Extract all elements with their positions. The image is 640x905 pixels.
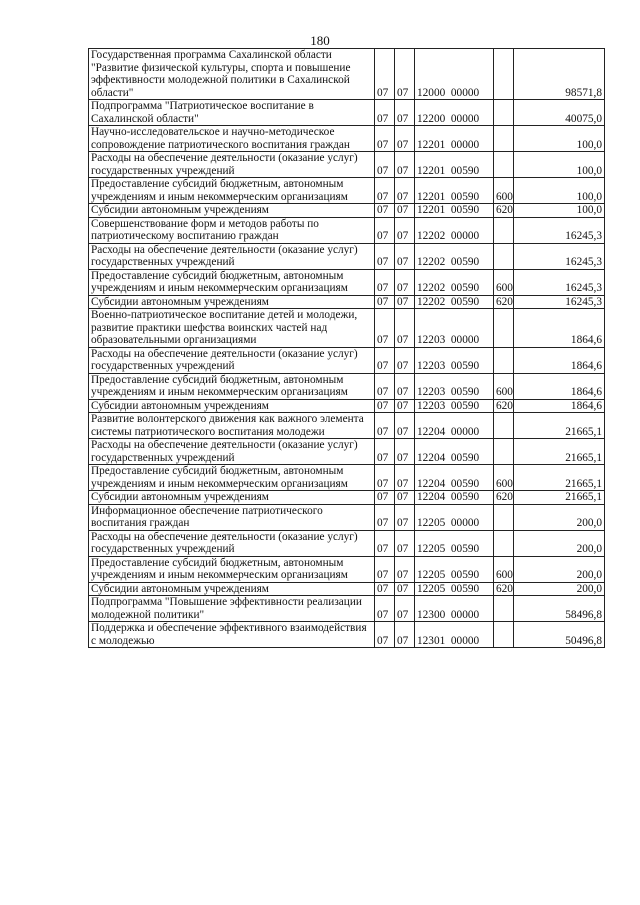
row-name-cell: Субсидии автономным учреждениям (89, 399, 375, 413)
row-section-code-cell: 07 (375, 309, 395, 348)
row-section-code-cell: 07 (375, 373, 395, 399)
row-subsection-code-cell: 07 (395, 439, 415, 465)
row-amount-cell: 16245,3 (514, 295, 605, 309)
row-name-cell: Субсидии автономным учреждениям (89, 491, 375, 505)
row-subsection-code-cell: 07 (395, 347, 415, 373)
table-row (89, 49, 605, 100)
table-row (89, 204, 605, 218)
row-name-cell: Совершенствование форм и методов работы по патриотическому воспитанию граждан (89, 217, 375, 243)
row-amount-cell: 1864,6 (514, 309, 605, 348)
row-amount-cell: 16245,3 (514, 269, 605, 295)
row-target-article-cell: 12205 00590 (415, 530, 494, 556)
row-subsection-code-cell: 07 (395, 491, 415, 505)
row-subsection-code-cell: 07 (395, 126, 415, 152)
row-section-code-cell: 07 (375, 491, 395, 505)
row-target-article-cell: 12203 00590 (415, 373, 494, 399)
table-row (89, 373, 605, 399)
row-target-article-cell: 12203 00590 (415, 399, 494, 413)
row-amount-cell: 50496,8 (514, 622, 605, 648)
row-amount-cell: 58496,8 (514, 596, 605, 622)
row-name-cell: Подпрограмма "Патриотическое воспитание в Сахалинской области" (89, 100, 375, 126)
row-section-code-cell: 07 (375, 295, 395, 309)
row-amount-cell: 200,0 (514, 530, 605, 556)
row-subsection-code-cell: 07 (395, 530, 415, 556)
row-subsection-code-cell: 07 (395, 269, 415, 295)
table-row (89, 126, 605, 152)
row-expense-type-cell: 600 (494, 556, 514, 582)
row-amount-cell: 1864,6 (514, 399, 605, 413)
row-name-cell: Военно-патриотическое воспитание детей и молодежи, развитие практики шефства воинских частей над образовательными организациями (89, 309, 375, 348)
table-row (89, 399, 605, 413)
row-amount-cell: 98571,8 (514, 49, 605, 100)
row-section-code-cell: 07 (375, 439, 395, 465)
row-subsection-code-cell: 07 (395, 100, 415, 126)
row-section-code-cell: 07 (375, 413, 395, 439)
row-section-code-cell: 07 (375, 504, 395, 530)
row-subsection-code-cell: 07 (395, 178, 415, 204)
row-name-cell: Расходы на обеспечение деятельности (оказание услуг) государственных учреждений (89, 530, 375, 556)
row-expense-type-cell (494, 439, 514, 465)
row-subsection-code-cell: 07 (395, 504, 415, 530)
row-section-code-cell: 07 (375, 126, 395, 152)
table-row (89, 100, 605, 126)
row-target-article-cell: 12201 00000 (415, 126, 494, 152)
row-target-article-cell: 12000 00000 (415, 49, 494, 100)
row-subsection-code-cell: 07 (395, 152, 415, 178)
row-target-article-cell: 12301 00000 (415, 622, 494, 648)
row-expense-type-cell (494, 413, 514, 439)
row-name-cell: Субсидии автономным учреждениям (89, 204, 375, 218)
row-name-cell: Поддержка и обеспечение эффективного взаимодействия с молодежью (89, 622, 375, 648)
row-amount-cell: 40075,0 (514, 100, 605, 126)
row-target-article-cell: 12202 00590 (415, 295, 494, 309)
row-amount-cell: 200,0 (514, 556, 605, 582)
row-amount-cell: 21665,1 (514, 465, 605, 491)
table-row (89, 556, 605, 582)
row-expense-type-cell: 600 (494, 269, 514, 295)
row-target-article-cell: 12201 00590 (415, 152, 494, 178)
row-section-code-cell: 07 (375, 217, 395, 243)
table-row (89, 465, 605, 491)
row-name-cell: Предоставление субсидий бюджетным, автономным учреждениям и иным некоммерческим организациям (89, 373, 375, 399)
row-subsection-code-cell: 07 (395, 373, 415, 399)
row-amount-cell: 21665,1 (514, 413, 605, 439)
table-row (89, 530, 605, 556)
row-expense-type-cell: 600 (494, 178, 514, 204)
row-amount-cell: 1864,6 (514, 373, 605, 399)
row-amount-cell: 200,0 (514, 582, 605, 596)
row-expense-type-cell: 600 (494, 465, 514, 491)
row-name-cell: Предоставление субсидий бюджетным, автономным учреждениям и иным некоммерческим организациям (89, 465, 375, 491)
row-target-article-cell: 12300 00000 (415, 596, 494, 622)
row-section-code-cell: 07 (375, 399, 395, 413)
table-row (89, 269, 605, 295)
row-name-cell: Государственная программа Сахалинской области "Развитие физической культуры, спорта и повышение эффективности молодежной политики в Сахалинской области" (89, 49, 375, 100)
table-row (89, 309, 605, 348)
row-amount-cell: 100,0 (514, 152, 605, 178)
row-amount-cell: 100,0 (514, 178, 605, 204)
row-name-cell: Предоставление субсидий бюджетным, автономным учреждениям и иным некоммерческим организациям (89, 556, 375, 582)
row-target-article-cell: 12201 00590 (415, 178, 494, 204)
row-section-code-cell: 07 (375, 100, 395, 126)
table-row (89, 596, 605, 622)
row-target-article-cell: 12203 00590 (415, 347, 494, 373)
row-expense-type-cell (494, 622, 514, 648)
row-expense-type-cell (494, 596, 514, 622)
row-section-code-cell: 07 (375, 582, 395, 596)
row-subsection-code-cell: 07 (395, 465, 415, 491)
row-subsection-code-cell: 07 (395, 556, 415, 582)
row-subsection-code-cell: 07 (395, 204, 415, 218)
table-row (89, 439, 605, 465)
row-name-cell: Субсидии автономным учреждениям (89, 582, 375, 596)
row-subsection-code-cell: 07 (395, 217, 415, 243)
table-row (89, 491, 605, 505)
row-expense-type-cell (494, 530, 514, 556)
row-expense-type-cell (494, 504, 514, 530)
row-name-cell: Информационное обеспечение патриотического воспитания граждан (89, 504, 375, 530)
row-expense-type-cell: 620 (494, 204, 514, 218)
row-amount-cell: 100,0 (514, 204, 605, 218)
table-row (89, 582, 605, 596)
row-amount-cell: 100,0 (514, 126, 605, 152)
row-target-article-cell: 12205 00590 (415, 556, 494, 582)
row-subsection-code-cell: 07 (395, 596, 415, 622)
row-section-code-cell: 07 (375, 178, 395, 204)
row-name-cell: Научно-исследовательское и научно-методическое сопровождение патриотического воспитания граждан (89, 126, 375, 152)
table-row (89, 152, 605, 178)
row-section-code-cell: 07 (375, 243, 395, 269)
row-expense-type-cell (494, 217, 514, 243)
row-name-cell: Предоставление субсидий бюджетным, автономным учреждениям и иным некоммерческим организациям (89, 269, 375, 295)
row-name-cell: Развитие волонтерского движения как важного элемента системы патриотического воспитания молодежи (89, 413, 375, 439)
row-expense-type-cell: 600 (494, 373, 514, 399)
row-subsection-code-cell: 07 (395, 582, 415, 596)
row-amount-cell: 200,0 (514, 504, 605, 530)
row-name-cell: Подпрограмма "Повышение эффективности реализации молодежной политики" (89, 596, 375, 622)
table-row (89, 413, 605, 439)
row-expense-type-cell: 620 (494, 491, 514, 505)
row-target-article-cell: 12203 00000 (415, 309, 494, 348)
row-section-code-cell: 07 (375, 204, 395, 218)
row-expense-type-cell (494, 309, 514, 348)
table-row (89, 347, 605, 373)
row-expense-type-cell (494, 152, 514, 178)
table-row (89, 622, 605, 648)
row-amount-cell: 21665,1 (514, 439, 605, 465)
row-amount-cell: 1864,6 (514, 347, 605, 373)
table-row (89, 178, 605, 204)
row-name-cell: Расходы на обеспечение деятельности (оказание услуг) государственных учреждений (89, 439, 375, 465)
row-amount-cell: 16245,3 (514, 243, 605, 269)
row-section-code-cell: 07 (375, 347, 395, 373)
table-row (89, 504, 605, 530)
row-subsection-code-cell: 07 (395, 243, 415, 269)
row-name-cell: Расходы на обеспечение деятельности (оказание услуг) государственных учреждений (89, 152, 375, 178)
row-expense-type-cell (494, 100, 514, 126)
row-expense-type-cell (494, 347, 514, 373)
table-row (89, 217, 605, 243)
row-target-article-cell: 12202 00590 (415, 243, 494, 269)
row-section-code-cell: 07 (375, 152, 395, 178)
table-row (89, 243, 605, 269)
row-section-code-cell: 07 (375, 622, 395, 648)
row-subsection-code-cell: 07 (395, 295, 415, 309)
table-row (89, 295, 605, 309)
row-subsection-code-cell: 07 (395, 413, 415, 439)
row-target-article-cell: 12200 00000 (415, 100, 494, 126)
row-target-article-cell: 12204 00590 (415, 491, 494, 505)
row-target-article-cell: 12205 00000 (415, 504, 494, 530)
row-expense-type-cell (494, 126, 514, 152)
row-target-article-cell: 12201 00590 (415, 204, 494, 218)
row-section-code-cell: 07 (375, 556, 395, 582)
row-expense-type-cell: 620 (494, 399, 514, 413)
row-subsection-code-cell: 07 (395, 399, 415, 413)
row-target-article-cell: 12202 00590 (415, 269, 494, 295)
row-target-article-cell: 12202 00000 (415, 217, 494, 243)
row-expense-type-cell (494, 49, 514, 100)
row-name-cell: Расходы на обеспечение деятельности (оказание услуг) государственных учреждений (89, 347, 375, 373)
row-target-article-cell: 12204 00590 (415, 465, 494, 491)
row-name-cell: Предоставление субсидий бюджетным, автономным учреждениям и иным некоммерческим организациям (89, 178, 375, 204)
row-amount-cell: 16245,3 (514, 217, 605, 243)
row-expense-type-cell (494, 243, 514, 269)
row-subsection-code-cell: 07 (395, 49, 415, 100)
row-target-article-cell: 12205 00590 (415, 582, 494, 596)
row-subsection-code-cell: 07 (395, 309, 415, 348)
row-name-cell: Субсидии автономным учреждениям (89, 295, 375, 309)
row-target-article-cell: 12204 00000 (415, 413, 494, 439)
row-section-code-cell: 07 (375, 465, 395, 491)
row-expense-type-cell: 620 (494, 582, 514, 596)
budget-table-body (89, 49, 605, 648)
row-amount-cell: 21665,1 (514, 491, 605, 505)
row-expense-type-cell: 620 (494, 295, 514, 309)
row-section-code-cell: 07 (375, 530, 395, 556)
row-section-code-cell: 07 (375, 49, 395, 100)
row-name-cell: Расходы на обеспечение деятельности (оказание услуг) государственных учреждений (89, 243, 375, 269)
budget-table (88, 48, 605, 648)
row-section-code-cell: 07 (375, 269, 395, 295)
row-target-article-cell: 12204 00590 (415, 439, 494, 465)
row-subsection-code-cell: 07 (395, 622, 415, 648)
page-number: 180 (310, 33, 330, 48)
row-section-code-cell: 07 (375, 596, 395, 622)
